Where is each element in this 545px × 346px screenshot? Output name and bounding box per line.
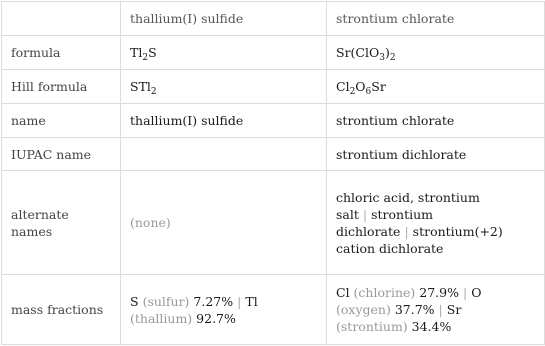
row-label-formula: formula (2, 36, 121, 70)
iupac-name-thallium-sulfide (121, 138, 327, 171)
mass-fractions-strontium-chlorate: Cl (chlorine) 27.9% | O (oxygen) 37.7% | Sr (strontium) 34.4% (327, 275, 545, 345)
name-thallium-sulfide: thallium(I) sulfide (121, 104, 327, 138)
corner-cell (2, 2, 121, 36)
table-row-mass-fractions (2, 275, 545, 345)
name-strontium-chlorate: strontium chlorate (327, 104, 545, 138)
mass-fractions-thallium-sulfide: S (sulfur) 7.27% | Tl (thallium) 92.7% (121, 275, 327, 345)
table-row-name (2, 104, 545, 138)
table-row-formula (2, 36, 545, 70)
row-label-mass-fractions: mass fractions (2, 275, 121, 345)
hill-formula-strontium-chlorate: $Cl_2O_6Sr$ (327, 70, 545, 104)
alternate-names-strontium-chlorate: chloric acid, strontium salt | strontium dichlorate | strontium(+2) cation dichlorate (327, 171, 545, 275)
formula-thallium-sulfide: $Tl_2S$ (121, 36, 327, 70)
row-label-iupac-name: IUPAC name (2, 138, 121, 171)
table-row-iupac-name (2, 138, 545, 171)
column-header-thallium-sulfide: thallium(I) sulfide (121, 2, 327, 36)
column-header-strontium-chlorate: strontium chlorate (327, 2, 545, 36)
hill-formula-thallium-sulfide: STl$_2$ (121, 70, 327, 104)
row-label-hill-formula: Hill formula (2, 70, 121, 104)
alternate-names-thallium-sulfide: (none) (121, 171, 327, 275)
table-row-alternate-names (2, 171, 545, 275)
row-label-name: name (2, 104, 121, 138)
formula-strontium-chlorate: $Sr(ClO_3)_2$ (327, 36, 545, 70)
table-row-hill-formula (2, 70, 545, 104)
row-label-alternate-names: alternate names (2, 171, 121, 275)
header-row (2, 2, 545, 36)
comparison-table (1, 1, 545, 345)
iupac-name-strontium-chlorate: strontium dichlorate (327, 138, 545, 171)
